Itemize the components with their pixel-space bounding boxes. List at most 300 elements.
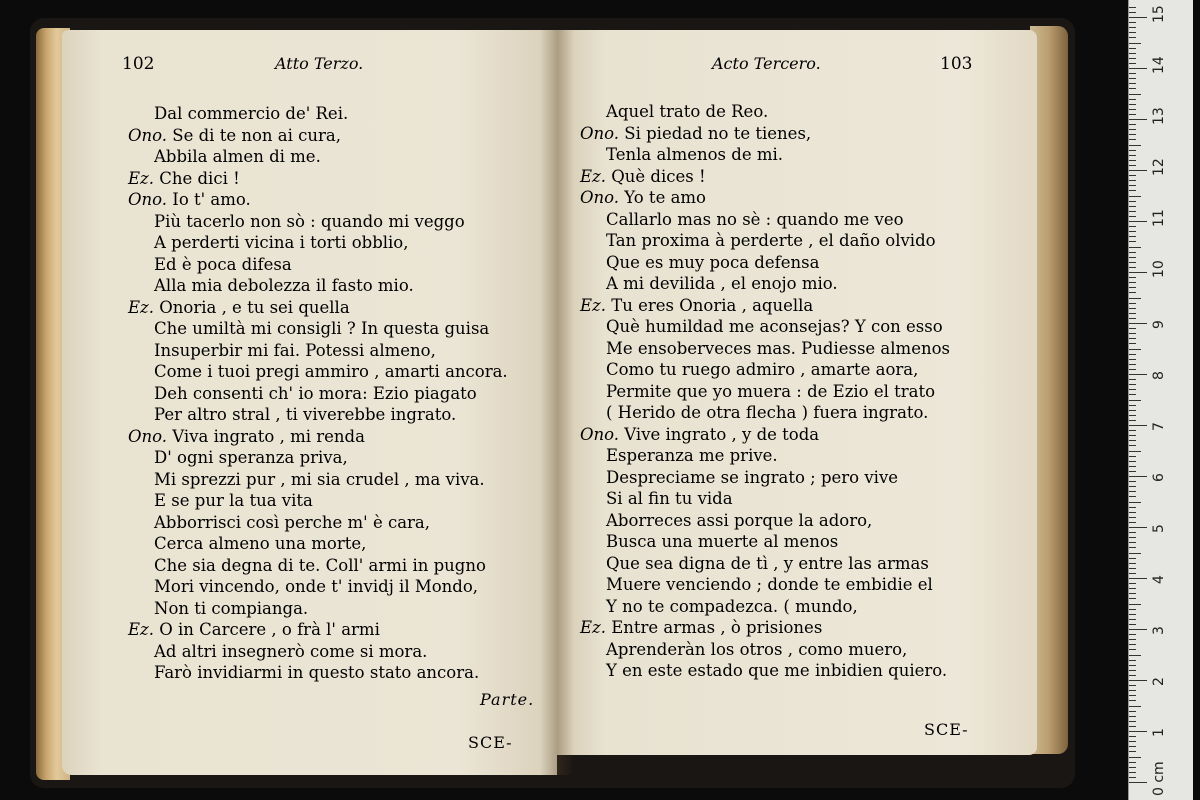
ruler-tick [1129,496,1136,497]
text-line [580,167,950,189]
ruler-tick [1129,170,1147,171]
line-text: Permite que yo muera : de Ezio el trato [606,381,936,401]
text-line [128,620,508,642]
ruler-tick [1129,461,1136,462]
ruler-tick [1129,247,1141,248]
text-line [580,597,950,619]
text-line [580,661,950,683]
ruler-tick [1129,410,1136,411]
ruler-tick [1129,99,1136,100]
line-text: Y en este estado que me inbidien quiero. [606,661,948,680]
ruler-tick [1129,629,1147,630]
ruler-tick [1129,400,1141,401]
ruler-tick [1129,145,1141,146]
ruler-tick [1129,94,1141,95]
ruler-label: 9 [1151,320,1167,329]
ruler-label: 2 [1151,677,1167,686]
ruler-label: 3 [1151,626,1167,635]
ruler-tick [1129,354,1136,355]
ruler-tick [1129,415,1136,416]
line-text: ( Herido de otra flecha ) fuera ingrato. [606,403,929,422]
right-catchword: SCE- [924,720,969,739]
ruler-tick [1129,598,1136,599]
ruler-tick [1129,644,1136,645]
line-text: Per altro stral , ti viverebbe ingrato. [154,405,457,424]
ruler-tick [1129,532,1136,533]
ruler-tick [1129,435,1136,436]
text-line [128,126,508,148]
ruler-tick [1129,343,1136,344]
ruler-tick [1129,226,1136,227]
speaker-label: Ono. [580,424,620,444]
text-line [128,298,508,320]
ruler-label: 15 [1151,5,1167,23]
text-line [580,317,950,339]
line-text: Tenla almenos de mi. [606,145,784,164]
text-line [128,491,508,513]
ruler-tick [1129,231,1136,232]
ruler-tick [1129,772,1136,773]
line-text: Que sea digna de tì , y entre las armas [606,553,929,573]
text-line [580,231,950,253]
text-line [580,403,950,425]
left-page-number: 102 [122,54,155,74]
ruler-tick [1129,109,1136,110]
ruler-tick [1129,405,1136,406]
ruler-tick [1129,83,1136,84]
ruler-tick [1129,17,1147,18]
text-line [580,274,950,296]
ruler-tick [1129,201,1136,202]
ruler-tick [1129,563,1136,564]
line-text: Que es muy poca defensa [606,252,820,272]
line-text: Tu eres Onoria , aquella [611,295,814,315]
text-line [128,384,508,406]
ruler-tick [1129,568,1136,569]
ruler-tick [1129,736,1136,737]
line-text: Che sia degna di te. Coll' armi in pugno [154,555,486,575]
ruler-tick [1129,558,1136,559]
text-line [128,212,508,234]
line-text: Entre armas , ò prisiones [611,618,823,637]
line-text: Esperanza me prive. [606,446,778,465]
ruler-tick [1129,542,1136,543]
line-text: Come i tuoi pregi ammiro , amarti ancora. [154,362,508,381]
ruler-label: 10 [1151,260,1167,278]
text-line [580,145,950,167]
ruler-tick [1129,456,1136,457]
text-line [580,360,950,382]
line-text: Abbila almen di me. [154,147,321,166]
text-line [128,233,508,255]
ruler-tick [1129,609,1136,610]
ruler-tick [1129,445,1136,446]
ruler-tick [1129,700,1136,701]
line-text: Tan proxima à perderte , el daño olvido [606,231,936,250]
ruler-tick [1129,593,1136,594]
text-line [580,210,950,232]
ruler-tick [1129,338,1136,339]
ruler-tick [1129,695,1136,696]
text-line [128,147,508,169]
text-line [580,339,950,361]
text-line [128,663,508,685]
ruler-tick [1129,303,1136,304]
speaker-label: Ez. [580,166,606,186]
text-line [128,448,508,470]
text-line [580,618,950,640]
ruler-tick [1129,476,1147,477]
measurement-ruler [1128,0,1193,800]
ruler-tick [1129,491,1136,492]
ruler-tick [1129,389,1136,390]
ruler-tick [1129,522,1136,523]
ruler-tick [1129,751,1136,752]
ruler-tick [1129,481,1136,482]
text-line [580,382,950,404]
ruler-tick [1129,308,1136,309]
line-text: A perderti vicina i torti obblio, [154,233,409,252]
ruler-tick [1129,78,1136,79]
ruler-tick [1129,711,1136,712]
text-line [128,276,508,298]
ruler-tick [1129,12,1136,13]
ruler-tick [1129,333,1136,334]
ruler-label: 5 [1151,524,1167,533]
ruler-tick [1129,282,1136,283]
line-text: Aquel trato de Reo. [606,102,769,121]
ruler-tick [1129,267,1136,268]
ruler-label: 7 [1151,422,1167,431]
ruler-tick [1129,221,1147,222]
ruler-tick [1129,553,1141,554]
text-line [128,427,508,449]
ruler-tick [1129,165,1136,166]
ruler-tick [1129,746,1136,747]
line-text: Como tu ruego admiro , amarte aora, [606,360,919,379]
text-line [128,405,508,427]
book-gutter [540,30,574,775]
line-text: Què dices ! [611,166,706,186]
ruler-tick [1129,58,1136,59]
ruler-tick [1129,573,1136,574]
line-text: Vive ingrato , y de toda [624,424,820,444]
ruler-tick [1129,486,1136,487]
ruler-tick [1129,298,1141,299]
ruler-tick [1129,272,1147,273]
ruler-tick [1129,43,1141,44]
line-text: Alla mia debolezza il fasto mio. [154,276,414,295]
ruler-tick [1129,318,1136,319]
ruler-tick [1129,721,1136,722]
ruler-tick [1129,690,1136,691]
ruler-tick [1129,236,1136,237]
line-text: Busca una muerte al menos [606,532,839,551]
ruler-tick [1129,277,1136,278]
ruler-tick [1129,88,1136,89]
ruler-label: 6 [1151,473,1167,482]
line-text: Deh consenti ch' io mora: Ezio piagato [154,383,477,403]
ruler-label: 1 [1151,728,1167,737]
ruler-tick [1129,349,1141,350]
right-text-block [580,102,950,683]
ruler-tick [1129,762,1136,763]
ruler-tick [1129,588,1136,589]
ruler-tick [1129,451,1141,452]
text-line [580,511,950,533]
text-line [580,296,950,318]
line-text: Non ti compianga. [154,598,309,618]
text-line [128,642,508,664]
text-line [128,470,508,492]
text-line [580,468,950,490]
speaker-label: Ono. [580,188,620,207]
line-text: Onoria , e tu sei quella [159,297,350,317]
line-text: Più tacerlo non sò : quando mi veggo [154,211,465,231]
ruler-tick [1129,211,1136,212]
ruler-tick [1129,48,1136,49]
ruler-tick [1129,578,1147,579]
text-line [580,188,950,210]
ruler-tick [1129,134,1136,135]
right-page-number: 103 [940,54,973,74]
ruler-label: 4 [1151,575,1167,584]
speaker-label: Ez. [580,618,606,637]
line-text: Mi sprezzi pur , mi sia crudel , ma viva. [154,469,485,489]
ruler-tick [1129,537,1136,538]
ruler-label: 14 [1151,56,1167,74]
line-text: Farò invidiarmi in questo stato ancora. [154,663,480,682]
ruler-tick [1129,430,1136,431]
ruler-tick [1129,420,1136,421]
ruler-tick [1129,706,1141,707]
ruler-tick [1129,425,1147,426]
ruler-tick [1129,466,1136,467]
line-text: Io t' amo. [172,190,251,209]
speaker-label: Ono. [128,190,168,209]
text-line [128,513,508,535]
ruler-tick [1129,63,1136,64]
ruler-tick [1129,185,1136,186]
ruler-tick [1129,614,1136,615]
line-text: Ad altri insegnerò come si mora. [154,641,428,661]
text-line [580,640,950,662]
ruler-tick [1129,328,1136,329]
line-text: E se pur la tua vita [154,491,313,510]
line-text: Se di te non ai cura, [172,125,341,145]
speaker-label: Ono. [128,426,168,446]
ruler-tick [1129,364,1136,365]
ruler-tick [1129,649,1136,650]
ruler-tick [1129,685,1136,686]
ruler-tick [1129,517,1136,518]
ruler-tick [1129,726,1136,727]
ruler-tick [1129,384,1136,385]
line-text: Che umiltà mi consigli ? In questa guisa [154,319,490,338]
ruler-tick [1129,604,1141,605]
ruler-tick [1129,7,1136,8]
ruler-tick [1129,379,1136,380]
ruler-label: 11 [1151,209,1167,227]
ruler-tick [1129,257,1136,258]
ruler-tick [1129,160,1136,161]
left-text-block [128,104,508,685]
text-line [580,425,950,447]
line-text: Si al fin tu vida [606,489,733,508]
ruler-tick [1129,287,1136,288]
ruler-tick [1129,104,1136,105]
ruler-tick [1129,22,1136,23]
text-line [580,554,950,576]
ruler-tick [1129,139,1136,140]
speaker-label: Ez. [580,295,606,315]
text-line [128,341,508,363]
right-running-head: Acto Tercero. [712,54,821,73]
line-text: Cerca almeno una morte, [154,534,367,553]
text-line [128,169,508,191]
ruler-label: 13 [1151,107,1167,125]
ruler-tick [1129,292,1136,293]
ruler-tick [1129,675,1136,676]
speaker-label: Ez. [128,620,154,639]
ruler-tick [1129,241,1136,242]
text-line [128,255,508,277]
text-line [128,362,508,384]
ruler-tick [1129,634,1136,635]
ruler-tick [1129,369,1136,370]
text-line [580,489,950,511]
left-exit-note: Parte. [480,690,535,709]
ruler-tick [1129,150,1136,151]
ruler-tick [1129,471,1136,472]
ruler-tick [1129,660,1136,661]
ruler-tick [1129,716,1136,717]
ruler-tick [1129,655,1141,656]
speaker-label: Ono. [128,125,168,145]
ruler-tick [1129,502,1141,503]
text-line [128,577,508,599]
line-text: Ed è poca difesa [154,254,292,274]
ruler-tick [1129,53,1136,54]
line-text: Me ensoberveces mas. Pudiesse almenos [606,338,950,358]
ruler-tick [1129,440,1136,441]
text-line [128,319,508,341]
ruler-tick [1129,639,1136,640]
text-line [580,446,950,468]
text-line [128,599,508,621]
ruler-tick [1129,68,1147,69]
line-text: Muere venciendo ; donde te embidie el [606,575,933,594]
ruler-tick [1129,73,1136,74]
line-text: Che dici ! [159,168,240,188]
ruler-tick [1129,767,1136,768]
line-text: O in Carcere , o frà l' armi [159,620,380,639]
ruler-tick [1129,180,1136,181]
line-text: Despreciame se ingrato ; pero vive [606,467,899,487]
text-line [580,532,950,554]
ruler-tick [1129,741,1136,742]
ruler-tick [1129,665,1136,666]
speaker-label: Ono. [580,123,620,143]
text-line [128,556,508,578]
line-text: Què humildad me aconsejas? Y con esso [606,317,943,336]
ruler-label: 12 [1151,158,1167,176]
line-text: A mi devilida , el enojo mio. [606,274,838,293]
ruler-tick [1129,313,1136,314]
line-text: Viva ingrato , mi renda [172,426,365,446]
ruler-tick [1129,206,1136,207]
line-text: Abborrisci così perche m' è cara, [154,512,430,532]
text-line [128,104,508,126]
ruler-tick [1129,624,1136,625]
line-text: Aborreces assi porque la adoro, [606,510,873,530]
ruler-tick [1129,583,1136,584]
ruler-tick [1129,394,1136,395]
line-text: Insuperbir mi fai. Potessi almeno, [154,340,436,360]
ruler-tick [1129,196,1141,197]
ruler-tick [1129,527,1147,528]
text-line [128,534,508,556]
ruler-tick [1129,731,1147,732]
ruler-tick [1129,114,1136,115]
ruler-label: 8 [1151,371,1167,380]
left-running-head: Atto Terzo. [275,54,364,73]
line-text: Aprenderàn los otros , como muero, [606,639,908,659]
ruler-tick [1129,757,1141,758]
ruler-tick [1129,512,1136,513]
line-text: Callarlo mas no sè : quando me veo [606,209,904,229]
speaker-label: Ez. [128,297,154,317]
speaker-label: Ez. [128,168,154,188]
ruler-tick [1129,670,1136,671]
left-catchword: SCE- [468,733,513,752]
ruler-tick [1129,129,1136,130]
text-line [580,124,950,146]
ruler-tick [1129,252,1136,253]
ruler-label: 0 cm [1151,761,1167,796]
ruler-tick [1129,359,1136,360]
ruler-tick [1129,323,1147,324]
ruler-tick [1129,119,1147,120]
ruler-tick [1129,216,1136,217]
line-text: Y no te compadezca. ( mundo, [606,596,858,616]
line-text: D' ogni speranza priva, [154,448,348,467]
ruler-tick [1129,680,1147,681]
ruler-tick [1129,190,1136,191]
ruler-tick [1129,782,1147,783]
line-text: Si piedad no te tienes, [624,123,812,143]
text-line [128,190,508,212]
ruler-tick [1129,374,1147,375]
ruler-tick [1129,262,1136,263]
ruler-tick [1129,155,1136,156]
ruler-tick [1129,124,1136,125]
line-text: Yo te amo [624,188,706,207]
ruler-tick [1129,27,1136,28]
ruler-tick [1129,777,1136,778]
ruler-tick [1129,507,1136,508]
ruler-tick [1129,547,1136,548]
text-line [580,575,950,597]
ruler-tick [1129,175,1136,176]
text-line [580,102,950,124]
ruler-tick [1129,619,1136,620]
ruler-tick [1129,32,1136,33]
line-text: Mori vincendo, onde t' invidj il Mondo, [154,577,479,596]
ruler-tick [1129,37,1136,38]
text-line [580,253,950,275]
line-text: Dal commercio de' Rei. [154,104,349,123]
